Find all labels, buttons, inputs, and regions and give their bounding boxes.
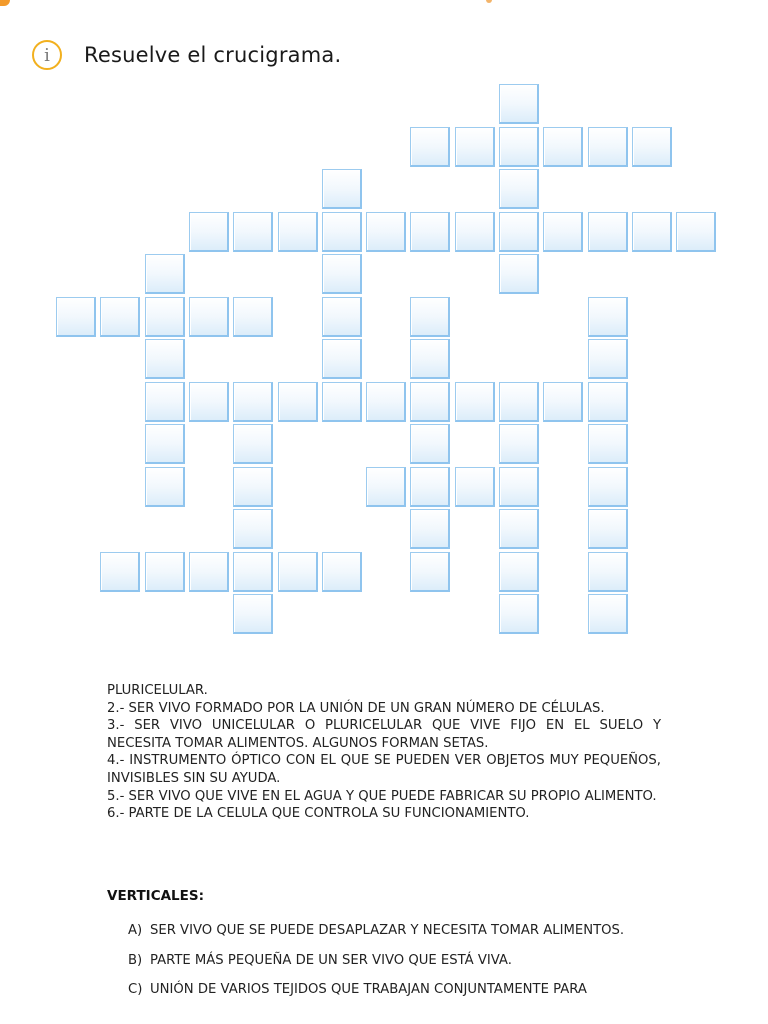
crossword-cell[interactable] [499,594,539,634]
crossword-cell[interactable] [233,509,273,549]
crossword-cell[interactable] [455,467,495,507]
crossword-cell[interactable] [410,297,450,337]
vertical-clue-c [128,981,661,999]
crossword-cell[interactable] [410,509,450,549]
crossword-cell[interactable] [588,382,628,422]
crossword-cell[interactable] [100,552,140,592]
crossword-cell[interactable] [322,212,362,252]
clue-3: 3.- SER VIVO UNICELULAR O PLURICELULAR QUE VIVE FIJO EN EL SUELO Y NECESITA TOMAR ALIMENTOS. ALGUNOS FORMAN SETAS. [107,718,661,751]
crossword-cell[interactable] [499,212,539,252]
crossword-cell[interactable] [322,339,362,379]
crossword-cell[interactable] [543,127,583,167]
crossword-cell[interactable] [233,297,273,337]
vertical-clue-text: SER VIVO QUE SE PUEDE DESAPLAZAR Y NECESITA TOMAR ALIMENTOS. [150,923,625,938]
crossword-cell[interactable] [322,297,362,337]
crossword-cell[interactable] [410,552,450,592]
crossword-cell[interactable] [588,212,628,252]
crossword-cell[interactable] [632,127,672,167]
crossword-cell[interactable] [233,467,273,507]
crossword-cell[interactable] [322,169,362,209]
crossword-cell[interactable] [499,424,539,464]
crossword-cell[interactable] [499,509,539,549]
crossword-cell[interactable] [366,212,406,252]
crossword-cell[interactable] [499,382,539,422]
crossword-cell[interactable] [410,339,450,379]
crossword-cell[interactable] [632,212,672,252]
crossword-cell[interactable] [100,297,140,337]
crossword-cell[interactable] [676,212,716,252]
crossword-cell[interactable] [499,84,539,124]
crossword-cell[interactable] [499,169,539,209]
crossword-cell[interactable] [145,297,185,337]
crossword-cell[interactable] [145,382,185,422]
crossword-cell[interactable] [588,509,628,549]
crossword-cell[interactable] [145,424,185,464]
crossword-cell[interactable] [455,382,495,422]
vertical-clue-letter: A) [128,923,143,938]
crossword-cell[interactable] [410,382,450,422]
crossword-cell[interactable] [543,212,583,252]
crossword-cell[interactable] [322,382,362,422]
crossword-cell[interactable] [588,424,628,464]
crossword-cell[interactable] [322,254,362,294]
crossword-cell[interactable] [233,382,273,422]
crossword-cell[interactable] [543,382,583,422]
clue-2: 2.- SER VIVO FORMADO POR LA UNIÓN DE UN GRAN NÚMERO DE CÉLULAS. [107,700,605,716]
crossword-cell[interactable] [588,297,628,337]
crossword-cell[interactable] [145,467,185,507]
crossword-cell[interactable] [233,424,273,464]
crossword-cell[interactable] [410,467,450,507]
crossword-cell[interactable] [322,552,362,592]
crossword-cell[interactable] [145,339,185,379]
clue-continuation: PLURICELULAR. [107,683,208,698]
crossword-cell[interactable] [233,212,273,252]
verticales-heading: VERTICALES: [107,888,204,904]
vertical-clues [128,922,661,1011]
crossword-cell[interactable] [56,297,96,337]
crossword-cell[interactable] [278,212,318,252]
crossword-cell[interactable] [145,552,185,592]
crossword-cell[interactable] [278,382,318,422]
crossword-cell[interactable] [588,594,628,634]
vertical-clue-letter: C) [128,982,143,998]
crossword-cell[interactable] [588,127,628,167]
crossword-cell[interactable] [499,127,539,167]
clue-6: 6.- PARTE DE LA CELULA QUE CONTROLA SU FUNCIONAMIENTO. [107,806,530,822]
crossword-cell[interactable] [233,552,273,592]
vertical-clue-text: PARTE MÁS PEQUEÑA DE UN SER VIVO QUE ESTÁ VIVA. [150,952,512,968]
crossword-cell[interactable] [189,382,229,422]
crossword-cell[interactable] [455,127,495,167]
crossword-cell[interactable] [588,552,628,592]
crossword-cell[interactable] [233,594,273,634]
info-icon-glyph: i [44,44,50,66]
clue-5: 5.- SER VIVO QUE VIVE EN EL AGUA Y QUE PUEDE FABRICAR SU PROPIO ALIMENTO. [107,788,657,804]
crossword-cell[interactable] [410,127,450,167]
exercise-title: Resuelve el crucigrama. [84,43,342,67]
crossword-cell[interactable] [189,297,229,337]
vertical-clue-letter: B) [128,952,143,968]
crossword-cell[interactable] [588,467,628,507]
crossword-cell[interactable] [499,467,539,507]
crossword-cell[interactable] [499,552,539,592]
clue-4: 4.- INSTRUMENTO ÓPTICO CON EL QUE SE PUEDEN VER OBJETOS MUY PEQUEÑOS, INVISIBLES SIN SU AYUDA. [107,753,661,786]
crossword-cell[interactable] [145,254,185,294]
crossword-cell[interactable] [189,212,229,252]
crossword-cell[interactable] [455,212,495,252]
crossword-cell[interactable] [588,339,628,379]
horizontal-clues [107,682,661,823]
crossword-cell[interactable] [410,212,450,252]
crossword-cell[interactable] [410,424,450,464]
vertical-clue-a [128,922,661,940]
crossword-cell[interactable] [278,552,318,592]
crossword-cell[interactable] [366,467,406,507]
vertical-clue-text: UNIÓN DE VARIOS TEJIDOS QUE TRABAJAN CONJUNTAMENTE PARA [150,982,587,998]
crossword-cell[interactable] [366,382,406,422]
vertical-clue-b [128,952,661,970]
crossword-cell[interactable] [189,552,229,592]
crossword-cell[interactable] [499,254,539,294]
